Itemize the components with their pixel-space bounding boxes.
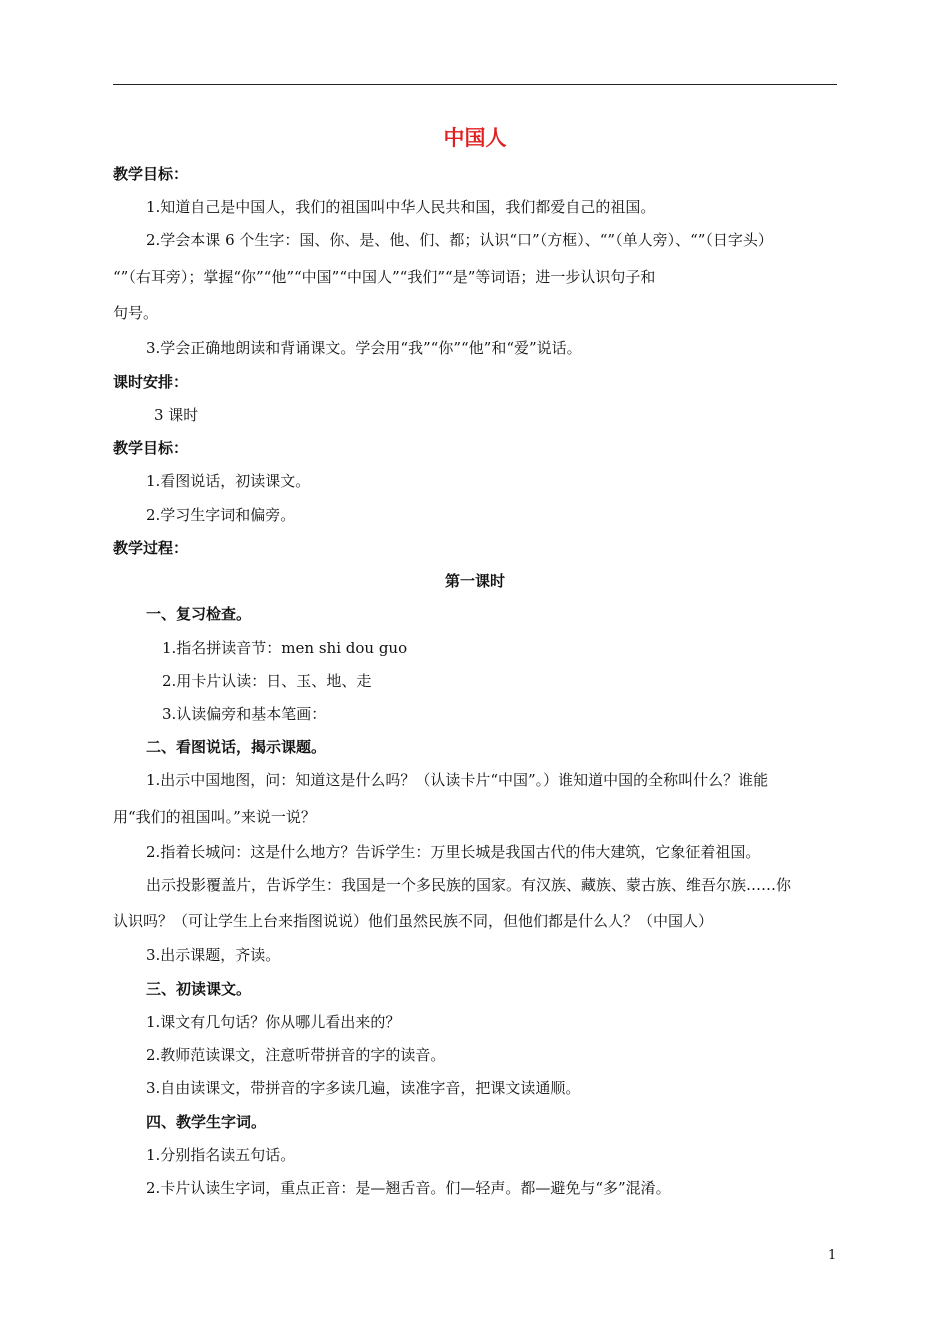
- goals2-heading: 教学目标：: [113, 439, 189, 457]
- part-1-heading: 一、复习检查。: [146, 605, 252, 623]
- part-2-item-4: 3.出示课题，齐读。: [146, 946, 281, 964]
- part-1-item-3: 3.认读偏旁和基本笔画：: [162, 705, 327, 723]
- part-1-item-2: 2.用卡片认读：日、玉、地、走: [162, 672, 372, 690]
- part-2-item-1-line-2: 用“我们的祖国叫。”来说一说？: [113, 808, 316, 826]
- schedule-heading: 课时安排：: [113, 373, 189, 391]
- goal2-item-2: 2.学习生字词和偏旁。: [146, 506, 296, 524]
- goal-3: 3.学会正确地朗读和背诵课文。学会用“我”“你”“他”和“爱”说话。: [146, 339, 582, 357]
- page-title: 中国人: [443, 126, 507, 150]
- header-rule: [113, 84, 837, 85]
- part-3-item-1: 1.课文有几句话？你从哪儿看出来的？: [146, 1013, 401, 1031]
- lesson-title: 第一课时: [444, 572, 505, 590]
- part-4-heading: 四、教学生字词。: [146, 1113, 267, 1131]
- process-heading: 教学过程：: [113, 539, 189, 557]
- part-4-item-2: 2.卡片认读生字词，重点正音：是—翘舌音。们—轻声。都—避免与“多”混淆。: [146, 1179, 671, 1197]
- goal-2-line-1: 2.学会本课 6 个生字：国、你、是、他、们、都；认识“口”（方框）、“”（单人旁）、“”（日字头）: [146, 231, 773, 249]
- part-1-item-1: 1.指名拼读音节：men shi dou guo: [162, 639, 408, 657]
- goal-2-line-2: “”（右耳旁）；掌握“你”“他”“中国”“中国人”“我们”“是”等词语；进一步认识句子和: [113, 268, 656, 286]
- part-3-item-3: 3.自由读课文，带拼音的字多读几遍，读准字音，把课文读通顺。: [146, 1079, 581, 1097]
- goal2-item-1: 1.看图说话，初读课文。: [146, 472, 311, 490]
- part-2-item-3-line-1: 出示投影覆盖片，告诉学生：我国是一个多民族的国家。有汉族、藏族、蒙古族、维吾尔族……你: [146, 876, 792, 894]
- part-3-heading: 三、初读课文。: [146, 980, 252, 998]
- goal-2-line-3: 句号。: [113, 304, 159, 322]
- part-2-heading: 二、看图说话，揭示课题。: [146, 738, 327, 756]
- schedule-value: 3 课时: [154, 406, 199, 424]
- part-2-item-2: 2.指着长城问：这是什么地方？告诉学生：万里长城是我国古代的伟大建筑，它象征着祖国。: [146, 843, 761, 861]
- part-3-item-2: 2.教师范读课文，注意听带拼音的字的读音。: [146, 1046, 446, 1064]
- goals-heading: 教学目标：: [113, 165, 189, 183]
- goal-1: 1.知道自己是中国人，我们的祖国叫中华人民共和国，我们都爱自己的祖国。: [146, 198, 656, 216]
- part-2-item-3-line-2: 认识吗？（可让学生上台来指图说说）他们虽然民族不同，但他们都是什么人？（中国人）: [113, 912, 714, 930]
- part-2-item-1-line-1: 1.出示中国地图，问：知道这是什么吗？（认读卡片“中国”。）谁知道中国的全称叫什么？谁能: [146, 771, 769, 789]
- page-number: 1: [828, 1248, 837, 1263]
- part-4-item-1: 1.分别指名读五句话。: [146, 1146, 296, 1164]
